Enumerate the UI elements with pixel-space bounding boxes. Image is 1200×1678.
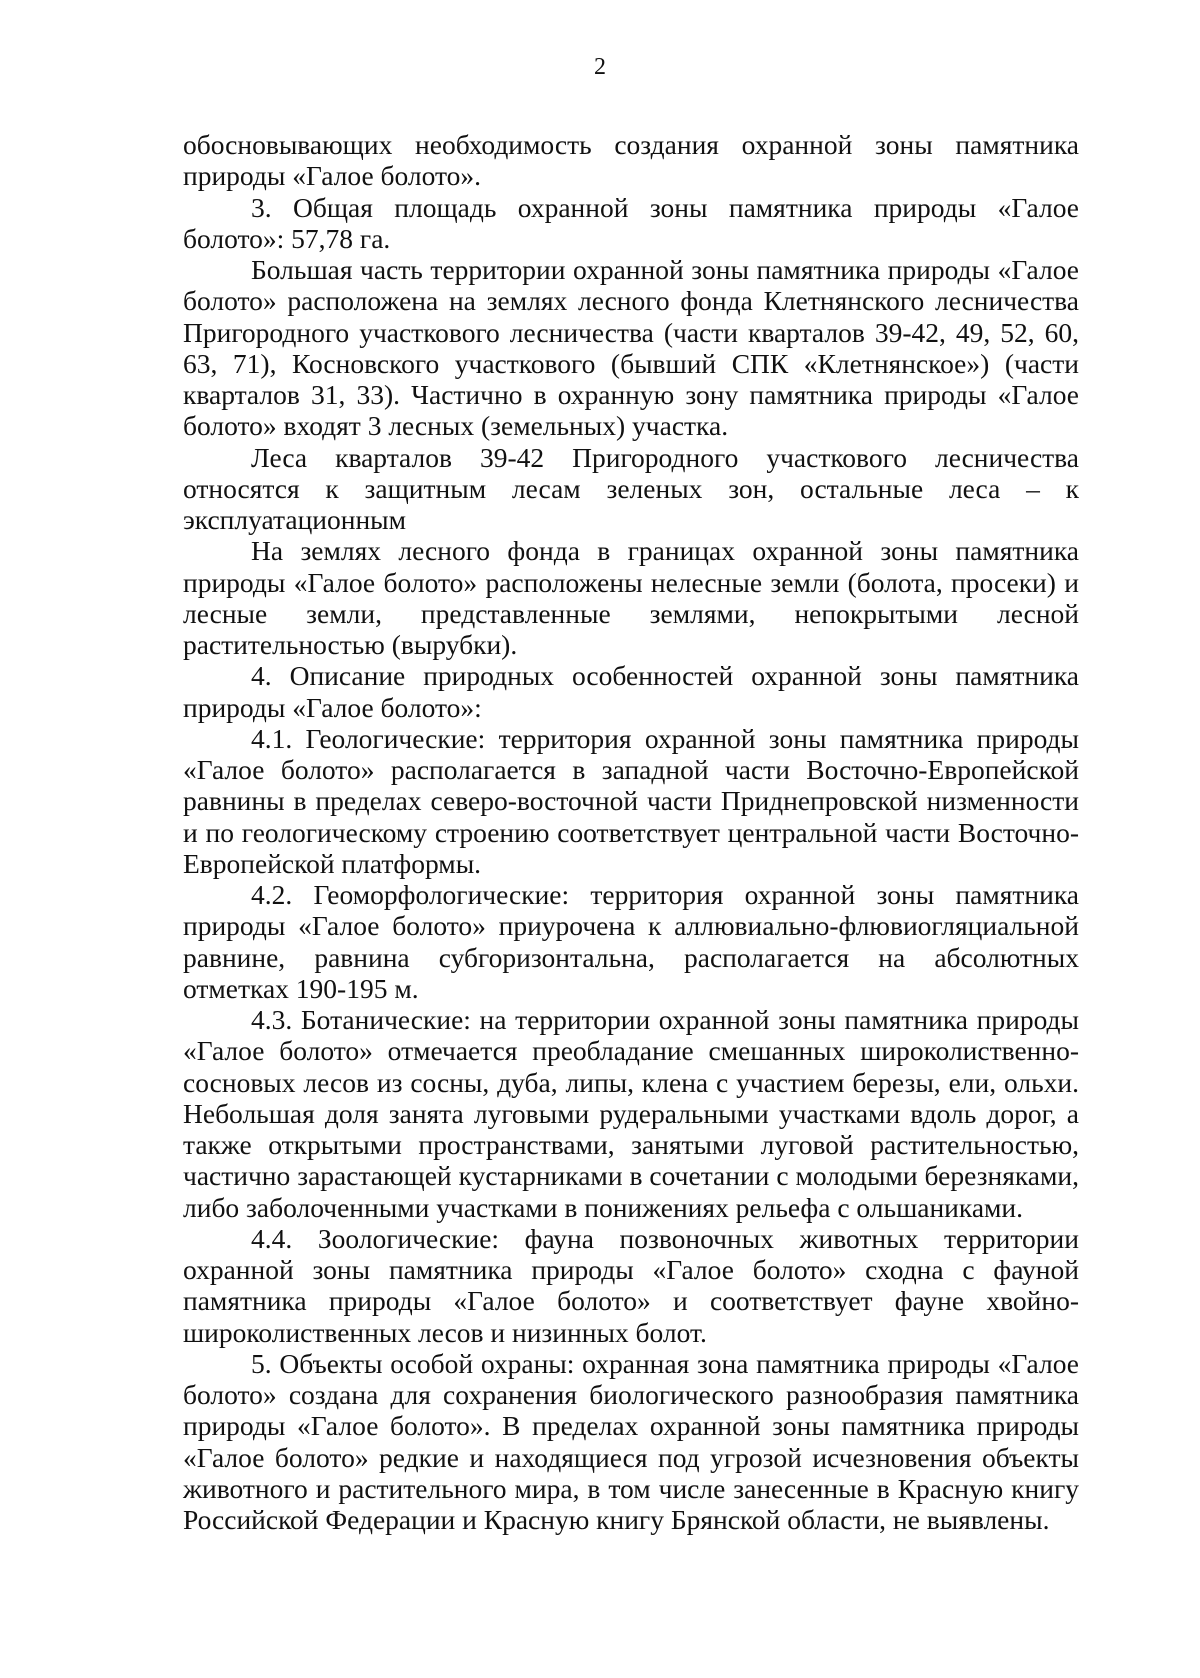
paragraph-zoological: 4.4. Зоологические: фауна позвоночных животных территории охранной зоны памятника природы «Галое болото» сходна с фауной памятника природы «Галое болото» и соответствует фауне хвойно-широколиственных лесов и низинных болот. [183,1222,1079,1348]
paragraph-geomorphological: 4.2. Геоморфологические: территория охранной зоны памятника природы «Галое болото» приурочена к аллювиально-флювиогляциальной равнине, равнина субгоризонтальна, располагается на абсолютных отметках 190-195 м. [183,879,1079,1004]
paragraph-continuation: обосновывающих необходимость создания охранной зоны памятника природы «Галое болото». [183,129,1079,192]
paragraph-geological: 4.1. Геологические: территория охранной зоны памятника природы «Галое болото» располагается в западной части Восточно-Европейской равнины в пределах северо-восточной части Приднепровской низменности и по геологическому строению соответствует центральной части Восточно-Европейской платформы. [183,722,1079,879]
paragraph-botanical: 4.3. Ботанические: на территории охранной зоны памятника природы «Галое болото» отмечается преобладание смешанных широколиственно-сосновых лесов из сосны, дуба, липы, клена с участием березы, ели, ольхи. Небольшая доля занята луговыми рудеральными участками вдоль дорог, а также открытыми пространствами, занятыми луговой растительностью, частично зарастающей кустарниками в сочетании с молодыми березняками, либо заболоченными участками в понижениях рельефа с ольшаниками. [183,1004,1079,1223]
paragraph-total-area: 3. Общая площадь охранной зоны памятника природы «Галое болото»: 57,78 га. [183,191,1079,254]
document-body [183,129,1079,1535]
page-number: 2 [594,54,606,80]
paragraph-natural-features-heading: 4. Описание природных особенностей охранной зоны памятника природы «Галое болото»: [183,660,1079,723]
paragraph-protected-objects: 5. Объекты особой охраны: охранная зона памятника природы «Галое болото» создана для сохранения биологического разнообразия памятника природы «Галое болото». В пределах охранной зоны памятника природы «Галое болото» редкие и находящиеся под угрозой исчезновения объекты животного и растительного мира, в том числе занесенные в Красную книгу Российской Федерации и Красную книгу Брянской области, не выявлены. [183,1347,1079,1535]
paragraph-forest-lands: Большая часть территории охранной зоны памятника природы «Галое болото» расположена на землях лесного фонда Клетнянского лесничества Пригородного участкового лесничества (части кварталов 39-42, 49, 52, 60, 63, 71), Косновского участкового (бывший СПК «Клетнянское») (части кварталов 31, 33). Частично в охранную зону памятника природы «Галое болото» входят 3 лесных (земельных) участка. [183,254,1079,442]
paragraph-forest-categories: Леса кварталов 39-42 Пригородного участкового лесничества относятся к защитным лесам зеленых зон, остальные леса – к эксплуатационным [183,441,1079,535]
paragraph-non-forest-lands: На землях лесного фонда в границах охранной зоны памятника природы «Галое болото» расположены нелесные земли (болота, просеки) и лесные земли, представленные землями, непокрытыми лесной растительностью (вырубки). [183,535,1079,660]
